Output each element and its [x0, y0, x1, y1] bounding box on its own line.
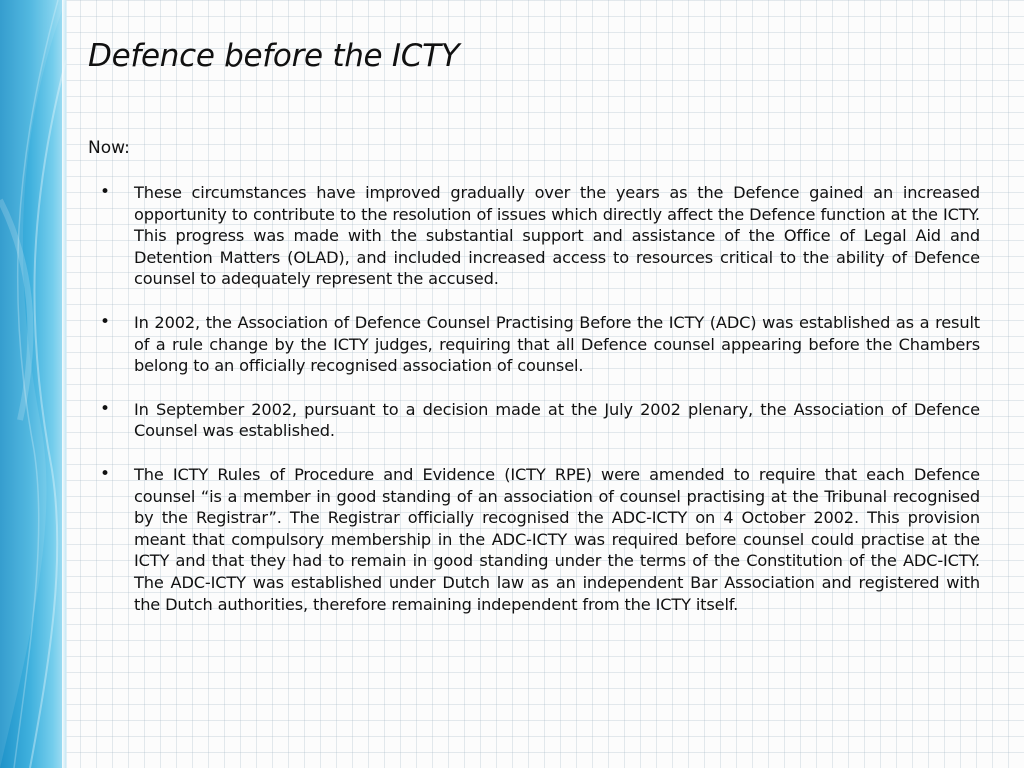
bullet-text: In September 2002, pursuant to a decision made at the July 2002 plenary, the Association of Defence Counsel was established.: [134, 399, 980, 441]
bullet-icon: •: [100, 463, 111, 484]
bullet-icon: •: [100, 398, 111, 419]
slide-title: Defence before the ICTY: [88, 38, 460, 74]
bullet-text: In 2002, the Association of Defence Counsel Practising Before the ICTY (ADC) was established as a result of a rule change by the ICTY judges, requiring that all Defence counsel appearing before the Chambers belong to an officially recognised association of counsel.: [134, 312, 980, 376]
bullet-icon: •: [100, 182, 111, 202]
list-item: [90, 464, 980, 615]
bullet-text: The ICTY Rules of Procedure and Evidence (ICTY RPE) were amended to require that each Defence counsel “is a member in good standing of an association of counsel practising at the Tribunal recognised by the Registrar”. The Registrar officially recognised the ADC-ICTY on 4 October 2002. This provision meant that compulsory membership in the ADC-ICTY was required before counsel could practise at the ICTY and that they had to remain in good standing under the terms of the Constitution of the ADC-ICTY. The ADC-ICTY was established under Dutch law as an independent Bar Association and registered with the Dutch authorities, therefore remaining independent from the ICTY itself.: [134, 464, 980, 614]
side-band-edge: [62, 0, 67, 768]
list-item: [90, 399, 980, 442]
list-item: [90, 312, 980, 377]
list-item: [90, 182, 980, 290]
wave-decoration: [0, 0, 66, 768]
bullet-text: These circumstances have improved gradually over the years as the Defence gained an increased opportunity to contribute to the resolution of issues which directly affect the Defence function at the ICTY. This progress was made with the substantial support and assistance of the Office of Legal Aid and Detention Matters (OLAD), and included increased access to resources critical to the ability of Defence counsel to adequately represent the accused.: [134, 183, 980, 289]
intro-label: Now:: [88, 138, 130, 158]
decorative-side-band: [0, 0, 66, 768]
bullet-list: [90, 182, 980, 637]
bullet-icon: •: [100, 311, 111, 332]
